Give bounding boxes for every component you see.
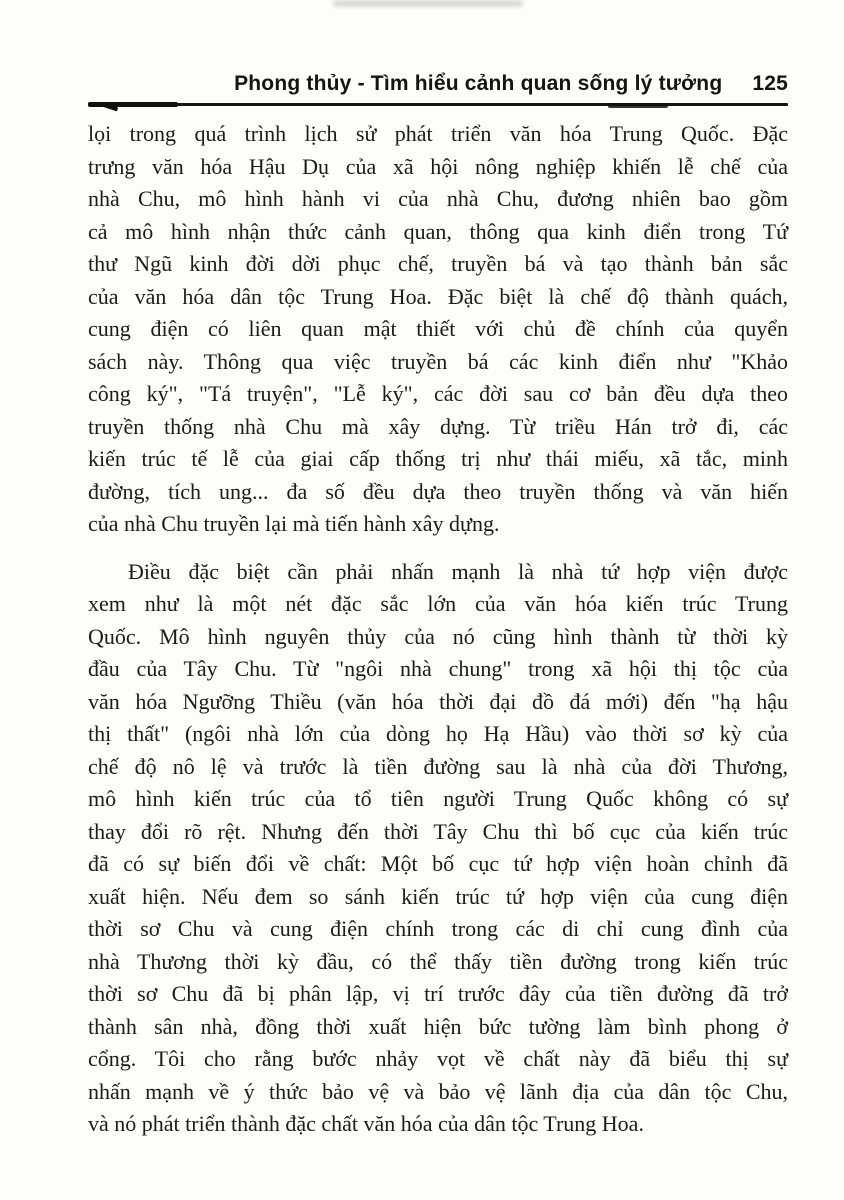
text-line: chế độ nô lệ và trước là tiền đường sau là nhà của đời Thương, <box>88 753 788 779</box>
rule-ink-smudge <box>608 103 668 108</box>
text-line: văn hóa Ngưỡng Thiều (văn hóa thời đại đồ đá mới) đến "hạ hậu <box>88 688 788 714</box>
text-line: công ký", "Tá truyện", "Lễ ký", các đời sau cơ bản đều dựa theo <box>88 381 788 406</box>
text-line: Điều đặc biệt cần phải nhấn mạnh là nhà tứ hợp viện được <box>128 558 788 584</box>
paragraph <box>88 556 788 1141</box>
text-line: thị thất" (ngôi nhà lớn của dòng họ Hạ Hầu) vào thời sơ kỳ của <box>88 721 788 746</box>
text-line: thời sơ Chu đã bị phân lập, vị trí trước đây của tiền đường đã trở <box>88 981 788 1006</box>
text-line: và nó phát triển thành đặc chất văn hóa của dân tộc Trung Hoa. <box>88 1111 644 1136</box>
text-line: đường, tích ung... đa số đều dựa theo truyền thống và văn hiến <box>88 478 788 504</box>
text-line: cung điện có liên quan mật thiết với chủ đề chính của quyển <box>88 316 788 341</box>
page-number: 125 <box>752 72 788 95</box>
text-line: trưng văn hóa Hậu Dụ của xã hội nông nghiệp khiến lễ chế của <box>88 153 788 179</box>
text-line: thay đổi rõ rệt. Nhưng đến thời Tây Chu thì bố cục của kiến trúc <box>88 818 788 844</box>
text-line: của nhà Chu truyền lại mà tiến hành xây dựng. <box>88 511 500 536</box>
header-rule <box>88 103 788 106</box>
text-line: mô hình kiến trúc của tổ tiên người Trung Quốc không có sự <box>88 786 788 811</box>
text-line: thư Ngũ kinh đời dời phục chế, truyền bá và tạo thành bản sắc <box>88 251 788 276</box>
page-body <box>0 118 844 1141</box>
text-line: Quốc. Mô hình nguyên thủy của nó cũng hình thành từ thời kỳ <box>88 623 788 649</box>
text-line: thành sân nhà, đồng thời xuất hiện bức tường làm bình phong ở <box>88 1013 788 1039</box>
text-line: cả mô hình nhận thức cảnh quan, thông qua kinh điển trong Tứ <box>88 218 788 244</box>
text-line: xuất hiện. Nếu đem so sánh kiến trúc tứ hợp viện của cung điện <box>88 883 788 909</box>
text-line: nhà Thương thời kỳ đầu, có thể thấy tiền đường trong kiến trúc <box>88 948 788 974</box>
text-line: xem như là một nét đặc sắc lớn của văn hóa kiến trúc Trung <box>88 591 788 616</box>
running-head-title: Phong thủy - Tìm hiểu cảnh quan sống lý tưởng <box>234 72 723 95</box>
text-line: kiến trúc tế lễ của giai cấp thống trị như thái miếu, xã tắc, minh <box>88 446 788 471</box>
text-line: nhà Chu, mô hình hành vi của nhà Chu, đương nhiên bao gồm <box>88 186 788 211</box>
text-line: sách này. Thông qua việc truyền bá các kinh điển như "Khảo <box>88 348 788 374</box>
text-line: truyền thống nhà Chu mà xây dựng. Từ triều Hán trở đi, các <box>88 413 788 439</box>
text-line: đầu của Tây Chu. Từ "ngôi nhà chung" trong xã hội thị tộc của <box>88 656 788 681</box>
text-line: lọi trong quá trình lịch sử phát triển văn hóa Trung Quốc. Đặc <box>88 121 788 146</box>
text-line: cổng. Tôi cho rằng bước nhảy vọt về chất này đã biểu thị sự <box>88 1046 788 1071</box>
scan-artifact-smudge <box>333 0 523 7</box>
paragraph <box>88 118 788 541</box>
running-head <box>88 72 788 96</box>
text-line: thời sơ Chu và cung điện chính trong các di chỉ cung đình của <box>88 916 788 941</box>
page-header <box>0 72 844 106</box>
text-line: đã có sự biến đổi về chất: Một bố cục tứ hợp viện hoàn chỉnh đã <box>88 851 788 876</box>
text-line: của văn hóa dân tộc Trung Hoa. Đặc biệt là chế độ thành quách, <box>88 283 788 309</box>
text-line: nhấn mạnh về ý thức bảo vệ và bảo vệ lãnh địa của dân tộc Chu, <box>88 1078 788 1104</box>
